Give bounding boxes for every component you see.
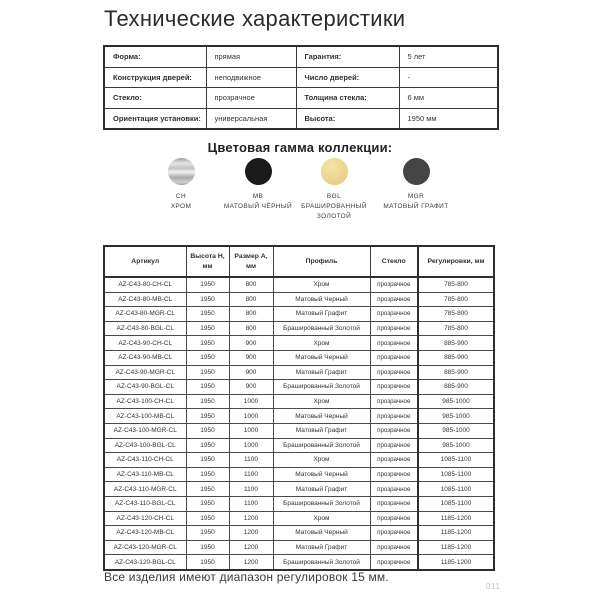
table-row (104, 321, 494, 336)
spec-value: неподвижное (206, 67, 296, 88)
cell-height: 1950 (186, 453, 229, 468)
cell-article: AZ-C43-100-MB-CL (104, 409, 186, 424)
column-header: Артикул (104, 246, 186, 277)
cell-height: 1950 (186, 292, 229, 307)
color-swatch (292, 158, 376, 221)
cell-size: 1200 (229, 555, 273, 570)
cell-height: 1950 (186, 467, 229, 482)
table-row (104, 365, 494, 380)
color-swatch (139, 158, 223, 212)
cell-adjustment: 885-900 (418, 350, 494, 365)
cell-profile: Хром (273, 511, 370, 526)
spec-label: Ориентация установки: (104, 108, 206, 129)
cell-size: 800 (229, 321, 273, 336)
cell-profile: Матовый Черный (273, 467, 370, 482)
cell-adjustment: 785-800 (418, 277, 494, 292)
spec-row (104, 46, 498, 67)
cell-size: 900 (229, 336, 273, 351)
header-row (104, 246, 494, 277)
color-code: CH (175, 193, 187, 200)
page-number: 011 (486, 582, 501, 591)
cell-article: AZ-C43-120-MB-CL (104, 526, 186, 541)
table-row (104, 307, 494, 322)
spec-label: Стекло: (104, 88, 206, 109)
cell-glass: прозрачное (370, 496, 418, 511)
column-header: Высота H, мм (186, 246, 229, 277)
cell-height: 1950 (186, 409, 229, 424)
spec-label: Толщина стекла: (296, 88, 399, 109)
cell-size: 1100 (229, 467, 273, 482)
spec-label: Высота: (296, 108, 399, 129)
cell-height: 1950 (186, 438, 229, 453)
cell-glass: прозрачное (370, 540, 418, 555)
cell-article: AZ-C43-80-MGR-CL (104, 307, 186, 322)
cell-size: 1100 (229, 496, 273, 511)
cell-glass: прозрачное (370, 292, 418, 307)
cell-height: 1950 (186, 365, 229, 380)
cell-glass: прозрачное (370, 453, 418, 468)
color-swatch-circle (168, 158, 195, 185)
column-header: Стекло (370, 246, 418, 277)
cell-profile: Брашированный Золотой (273, 438, 370, 453)
cell-profile: Брашированный Золотой (273, 555, 370, 570)
cell-adjustment: 985-1000 (418, 438, 494, 453)
spec-label: Число дверей: (296, 67, 399, 88)
cell-height: 1950 (186, 511, 229, 526)
cell-height: 1950 (186, 321, 229, 336)
cell-article: AZ-C43-110-CH-CL (104, 453, 186, 468)
cell-profile: Матовый Графит (273, 307, 370, 322)
cell-glass: прозрачное (370, 423, 418, 438)
cell-profile: Брашированный Золотой (273, 380, 370, 395)
cell-size: 1200 (229, 511, 273, 526)
color-code: MGR (407, 193, 425, 200)
cell-profile: Хром (273, 394, 370, 409)
color-name: БРАШИРОВАННЫЙ ЗОЛОТОЙ (301, 202, 367, 220)
cell-adjustment: 1085-1100 (418, 453, 494, 468)
cell-profile: Матовый Графит (273, 365, 370, 380)
cell-size: 1000 (229, 438, 273, 453)
table-row (104, 292, 494, 307)
cell-size: 1000 (229, 409, 273, 424)
cell-height: 1950 (186, 555, 229, 570)
cell-article: AZ-C43-110-BGL-CL (104, 496, 186, 511)
cell-glass: прозрачное (370, 365, 418, 380)
cell-article: AZ-C43-90-CH-CL (104, 336, 186, 351)
footnote: Все изделия имеют диапазон регулировок 15 мм. (104, 570, 389, 584)
cell-glass: прозрачное (370, 467, 418, 482)
cell-height: 1950 (186, 423, 229, 438)
cell-article: AZ-C43-80-BGL-CL (104, 321, 186, 336)
spec-row (104, 108, 498, 129)
cell-height: 1950 (186, 482, 229, 497)
table-row (104, 423, 494, 438)
cell-article: AZ-C43-110-MGR-CL (104, 482, 186, 497)
cell-size: 800 (229, 292, 273, 307)
cell-glass: прозрачное (370, 336, 418, 351)
cell-size: 1000 (229, 394, 273, 409)
cell-article: AZ-C43-120-BGL-CL (104, 555, 186, 570)
specifications-table-body (104, 46, 498, 129)
cell-adjustment: 1085-1100 (418, 482, 494, 497)
cell-article: AZ-C43-90-MB-CL (104, 350, 186, 365)
cell-glass: прозрачное (370, 482, 418, 497)
spec-row (104, 88, 498, 109)
colors-section-title: Цветовая гамма коллекции: (207, 140, 393, 155)
cell-glass: прозрачное (370, 438, 418, 453)
table-row (104, 496, 494, 511)
cell-adjustment: 785-800 (418, 321, 494, 336)
cell-glass: прозрачное (370, 394, 418, 409)
cell-height: 1950 (186, 380, 229, 395)
cell-glass: прозрачное (370, 511, 418, 526)
cell-article: AZ-C43-80-CH-CL (104, 277, 186, 292)
cell-glass: прозрачное (370, 555, 418, 570)
cell-adjustment: 985-1000 (418, 409, 494, 424)
table-row (104, 350, 494, 365)
cell-height: 1950 (186, 277, 229, 292)
spec-value: 1950 мм (399, 108, 498, 129)
color-name: ХРОМ (170, 202, 192, 210)
color-code: BGL (326, 193, 342, 200)
cell-adjustment: 885-900 (418, 336, 494, 351)
spec-label: Гарантия: (296, 46, 399, 67)
cell-article: AZ-C43-110-MB-CL (104, 467, 186, 482)
table-row (104, 380, 494, 395)
color-swatch-circle (245, 158, 272, 185)
spec-value: - (399, 67, 498, 88)
cell-glass: прозрачное (370, 321, 418, 336)
cell-size: 900 (229, 365, 273, 380)
cell-adjustment: 885-900 (418, 380, 494, 395)
color-code: MB (252, 193, 264, 200)
cell-size: 1100 (229, 453, 273, 468)
spec-value: прямая (206, 46, 296, 67)
cell-profile: Хром (273, 336, 370, 351)
cell-article: AZ-C43-90-BGL-CL (104, 380, 186, 395)
table-row (104, 555, 494, 570)
color-swatches-row (0, 158, 600, 236)
cell-adjustment: 1185-1200 (418, 526, 494, 541)
cell-height: 1950 (186, 394, 229, 409)
cell-size: 1100 (229, 482, 273, 497)
cell-adjustment: 785-800 (418, 307, 494, 322)
cell-adjustment: 1085-1100 (418, 467, 494, 482)
cell-profile: Матовый Графит (273, 423, 370, 438)
color-name: МАТОВЫЙ ГРАФИТ (383, 202, 449, 210)
cell-size: 1200 (229, 540, 273, 555)
column-header: Профиль (273, 246, 370, 277)
table-row (104, 526, 494, 541)
spec-value: прозрачное (206, 88, 296, 109)
spec-row (104, 67, 498, 88)
table-row (104, 438, 494, 453)
table-row (104, 453, 494, 468)
table-row (104, 336, 494, 351)
cell-adjustment: 1185-1200 (418, 540, 494, 555)
cell-profile: Брашированный Золотой (273, 496, 370, 511)
spec-value: 6 мм (399, 88, 498, 109)
page-title: Технические характеристики (104, 6, 406, 31)
cell-height: 1950 (186, 307, 229, 322)
cell-height: 1950 (186, 496, 229, 511)
color-swatch (374, 158, 458, 212)
products-table-body (104, 277, 494, 570)
cell-profile: Хром (273, 277, 370, 292)
cell-glass: прозрачное (370, 380, 418, 395)
cell-profile: Матовый Черный (273, 292, 370, 307)
spec-value: 5 лет (399, 46, 498, 67)
cell-adjustment: 885-900 (418, 365, 494, 380)
cell-adjustment: 1185-1200 (418, 511, 494, 526)
cell-profile: Матовый Графит (273, 482, 370, 497)
table-row (104, 394, 494, 409)
cell-article: AZ-C43-100-MGR-CL (104, 423, 186, 438)
cell-size: 1000 (229, 423, 273, 438)
cell-profile: Хром (273, 453, 370, 468)
color-swatch (216, 158, 300, 212)
cell-height: 1950 (186, 526, 229, 541)
cell-adjustment: 985-1000 (418, 394, 494, 409)
products-table (103, 245, 495, 571)
table-row (104, 540, 494, 555)
table-row (104, 467, 494, 482)
cell-size: 900 (229, 380, 273, 395)
column-header: Регулировки, мм (418, 246, 494, 277)
cell-profile: Брашированный Золотой (273, 321, 370, 336)
cell-article: AZ-C43-120-CH-CL (104, 511, 186, 526)
cell-adjustment: 1185-1200 (418, 555, 494, 570)
cell-article: AZ-C43-100-BGL-CL (104, 438, 186, 453)
cell-size: 1200 (229, 526, 273, 541)
cell-article: AZ-C43-100-CH-CL (104, 394, 186, 409)
table-row (104, 482, 494, 497)
table-row (104, 409, 494, 424)
cell-profile: Матовый Черный (273, 350, 370, 365)
products-table-head (104, 246, 494, 277)
table-row (104, 277, 494, 292)
cell-article: AZ-C43-90-MGR-CL (104, 365, 186, 380)
table-row (104, 511, 494, 526)
cell-adjustment: 785-800 (418, 292, 494, 307)
specifications-table (103, 45, 499, 130)
cell-glass: прозрачное (370, 526, 418, 541)
cell-height: 1950 (186, 350, 229, 365)
cell-size: 800 (229, 307, 273, 322)
spec-value: универсальная (206, 108, 296, 129)
color-name: МАТОВЫЙ ЧЁРНЫЙ (223, 202, 293, 210)
cell-height: 1950 (186, 336, 229, 351)
color-swatch-circle (403, 158, 430, 185)
color-swatch-circle (321, 158, 348, 185)
cell-glass: прозрачное (370, 350, 418, 365)
cell-article: AZ-C43-80-MB-CL (104, 292, 186, 307)
cell-profile: Матовый Черный (273, 526, 370, 541)
cell-adjustment: 985-1000 (418, 423, 494, 438)
cell-article: AZ-C43-120-MGR-CL (104, 540, 186, 555)
column-header: Размер A, мм (229, 246, 273, 277)
cell-size: 900 (229, 350, 273, 365)
cell-glass: прозрачное (370, 277, 418, 292)
cell-glass: прозрачное (370, 409, 418, 424)
cell-height: 1950 (186, 540, 229, 555)
cell-adjustment: 1085-1100 (418, 496, 494, 511)
cell-profile: Матовый Графит (273, 540, 370, 555)
spec-label: Конструкция дверей: (104, 67, 206, 88)
cell-glass: прозрачное (370, 307, 418, 322)
cell-profile: Матовый Черный (273, 409, 370, 424)
cell-size: 800 (229, 277, 273, 292)
spec-label: Форма: (104, 46, 206, 67)
